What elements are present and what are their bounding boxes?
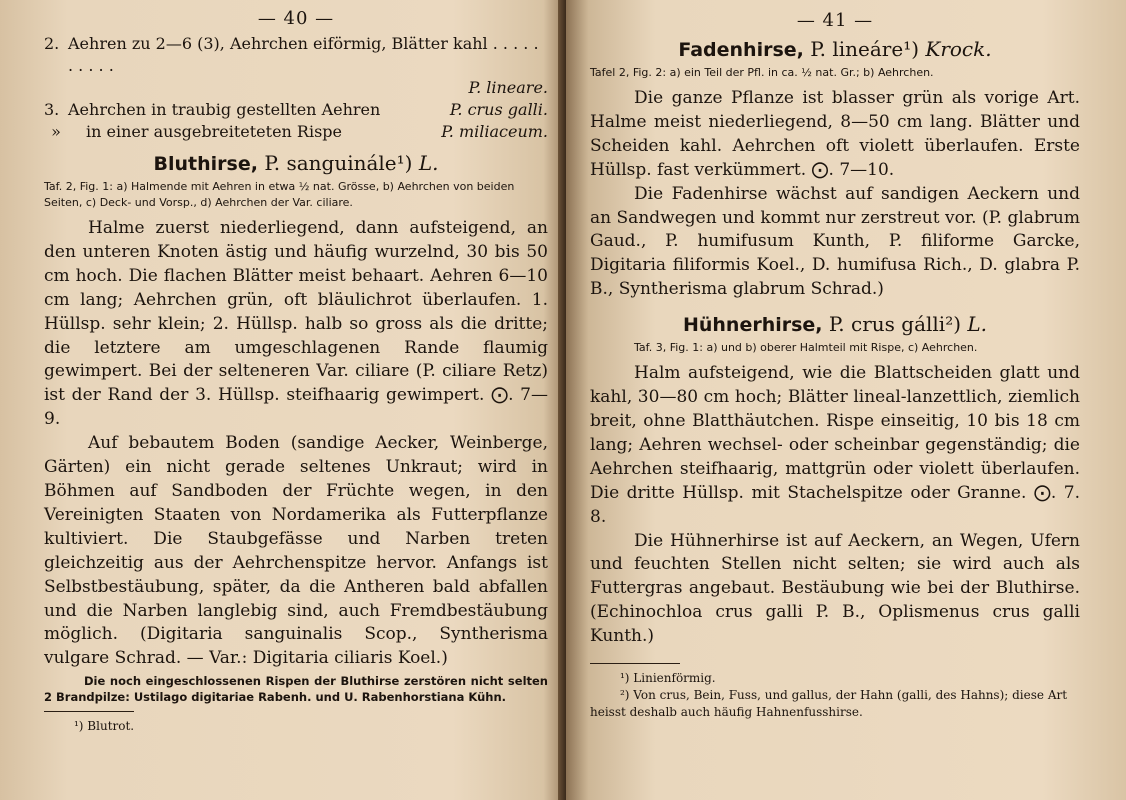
key-text: in einer ausgebreiteteten Rispe — [86, 122, 343, 141]
page-number-left: — 40 — — [257, 8, 335, 29]
paragraph: Die Hühnerhirse ist auf Aeckern, an Wegen, Ufern und feuchten Stellen nicht selten; sie wird auch als Futtergras angebaut. Bestäubung wie bei der Bluthirse. (Echinochloa crus galli P. B., Oplismenus crus galli Kunth.) — [590, 530, 1080, 647]
key-entry — [44, 33, 548, 77]
paragraph: Die Fadenhirse wächst auf sandigen Aeckern und an Sandwegen und kommt nur zerstreut vor. (P. glabrum Gaud., P. humifusum Kunth, P. filiforme Garcke, Digitaria filiformis Koel., D. humifusa Rich., D. glabra P. B., Syntherisma glabrum Schrad.) — [590, 183, 1080, 300]
key-number: 2. — [44, 34, 60, 53]
key-text: Aehrchen in traubig gestellten Aehren — [68, 100, 381, 119]
paragraph: Die ganze Pflanze ist blasser grün als vorige Art. Halme meist niederliegend, 8—50 cm lang. Blätter und Scheiden kahl. Aehrchen oft violett überlaufen. Erste Hüllsp. fast verkümmert. ⨀. 7—10. — [590, 88, 1080, 180]
key-entry — [44, 99, 548, 121]
footnote-rule — [44, 711, 134, 712]
key-species: P. miliaceum. — [441, 122, 548, 141]
footnote: ¹) Blutrot. — [74, 719, 135, 734]
latin-name: P. lineáre¹) — [810, 37, 920, 61]
key-number: » — [51, 122, 61, 141]
key-entry — [44, 121, 548, 143]
key-text: Aehren zu 2—6 (3), Aehrchen eiförmig, Blätter kahl . . . . . . . . . . — [68, 34, 539, 75]
page-number-right: — 41 — — [796, 10, 874, 31]
species-heading-huehnerhirse — [590, 312, 1080, 336]
author: L. — [418, 151, 439, 175]
right-page — [566, 0, 1126, 800]
footnote: ¹) Linienförmig. — [620, 671, 716, 686]
footnote: ²) Von crus, Bein, Fuss, und gallus, der Hahn (galli, des Hahns); diese Art heisst deshalb auch häufig Hahnenfusshirse. — [590, 688, 1068, 720]
latin-name: P. sanguinále¹) — [264, 151, 413, 175]
key-species: P. crus galli. — [449, 100, 548, 119]
figure-reference: Taf. 2, Fig. 1: a) Halmende mit Aehren in etwa ½ nat. Grösse, b) Aehrchen von beiden Seiten, c) Deck- und Vorsp., d) Aehrchen der Var. ciliare. — [44, 180, 515, 209]
footnote-rule — [590, 663, 680, 664]
species-heading-fadenhirse — [590, 37, 1080, 61]
fungus-note: Die noch eingeschlossenen Rispen der Bluthirse zerstören nicht selten 2 Brandpilze: Ustilago digitariae Rabenh. und U. Rabenhorstiana Kühn. — [44, 674, 548, 705]
description-text — [44, 217, 548, 671]
key-species: P. lineare. — [468, 78, 548, 97]
author: L. — [967, 312, 988, 337]
description-text — [590, 87, 1080, 302]
latin-name: P. crus gálli²) — [828, 312, 962, 337]
figure-reference: Tafel 2, Fig. 2: a) ein Teil der Pfl. in ca. ½ nat. Gr.; b) Aehrchen. — [590, 66, 934, 79]
paragraph: Auf bebautem Boden (sandige Aecker, Weinberge, Gärten) ein nicht gerade seltenes Unkraut; wird in Böhmen auf Sandboden der Früchte wegen, in den Vereinigten Staaten von Nordamerika als Futterpflanze kultiviert. Die Staubgefässe und Narben treten gleichzeitig aus der Aehrchenspitze hervor. Anfangs ist Selbstbestäubung, später, da die Antheren bald abfallen und die Narben langlebig sind, auch Fremdbestäubung möglich. (Digitaria sanguinalis Scop., Syntherisma vulgare Schrad. — Var.: Digitaria ciliaris Koel.) — [44, 433, 548, 669]
key-entry — [44, 77, 548, 99]
common-name: Hühnerhirse, — [682, 314, 823, 337]
figure-reference: Taf. 3, Fig. 1: a) und b) oberer Halmteil mit Rispe, c) Aehrchen. — [634, 341, 978, 355]
key-number: 3. — [44, 100, 60, 119]
species-heading-bluthirse — [44, 151, 548, 175]
identification-key — [44, 33, 548, 143]
author: Krock. — [925, 37, 992, 61]
common-name: Fadenhirse, — [678, 39, 804, 61]
paragraph: Halm aufsteigend, wie die Blattscheiden glatt und kahl, 30—80 cm hoch; Blätter lineal-lanzettlich, ziemlich breit, ohne Blatthäutchen. Rispe einseitig, 10 bis 18 cm lang; Aehren wechsel- oder scheinbar gegenständig; die Aehrchen steifhaarig, mattgrün oder violett überlaufen. Die dritte Hüllsp. mit Stachelspitze oder Granne. ⨀. 7. 8. — [590, 363, 1080, 527]
paragraph: Halme zuerst niederliegend, dann aufsteigend, an den unteren Knoten ästig und häufig wurzelnd, 30 bis 50 cm hoch. Die flachen Blätter meist behaart. Aehren 6—10 cm lang; Aehrchen grün, oft bläulichrot überlaufen. 1. Hüllsp. sehr klein; 2. Hüllsp. halb so gross als die dritte; die letztere am umgeschlagenen Rande flaumig gewimpert. Bei der selteneren Var. ciliare (P. ciliare Retz) ist der Rand der 3. Hüllsp. steifhaarig gewimpert. ⨀. 7—9. — [44, 218, 548, 430]
common-name: Bluthirse, — [153, 153, 258, 175]
description-text — [590, 362, 1080, 649]
